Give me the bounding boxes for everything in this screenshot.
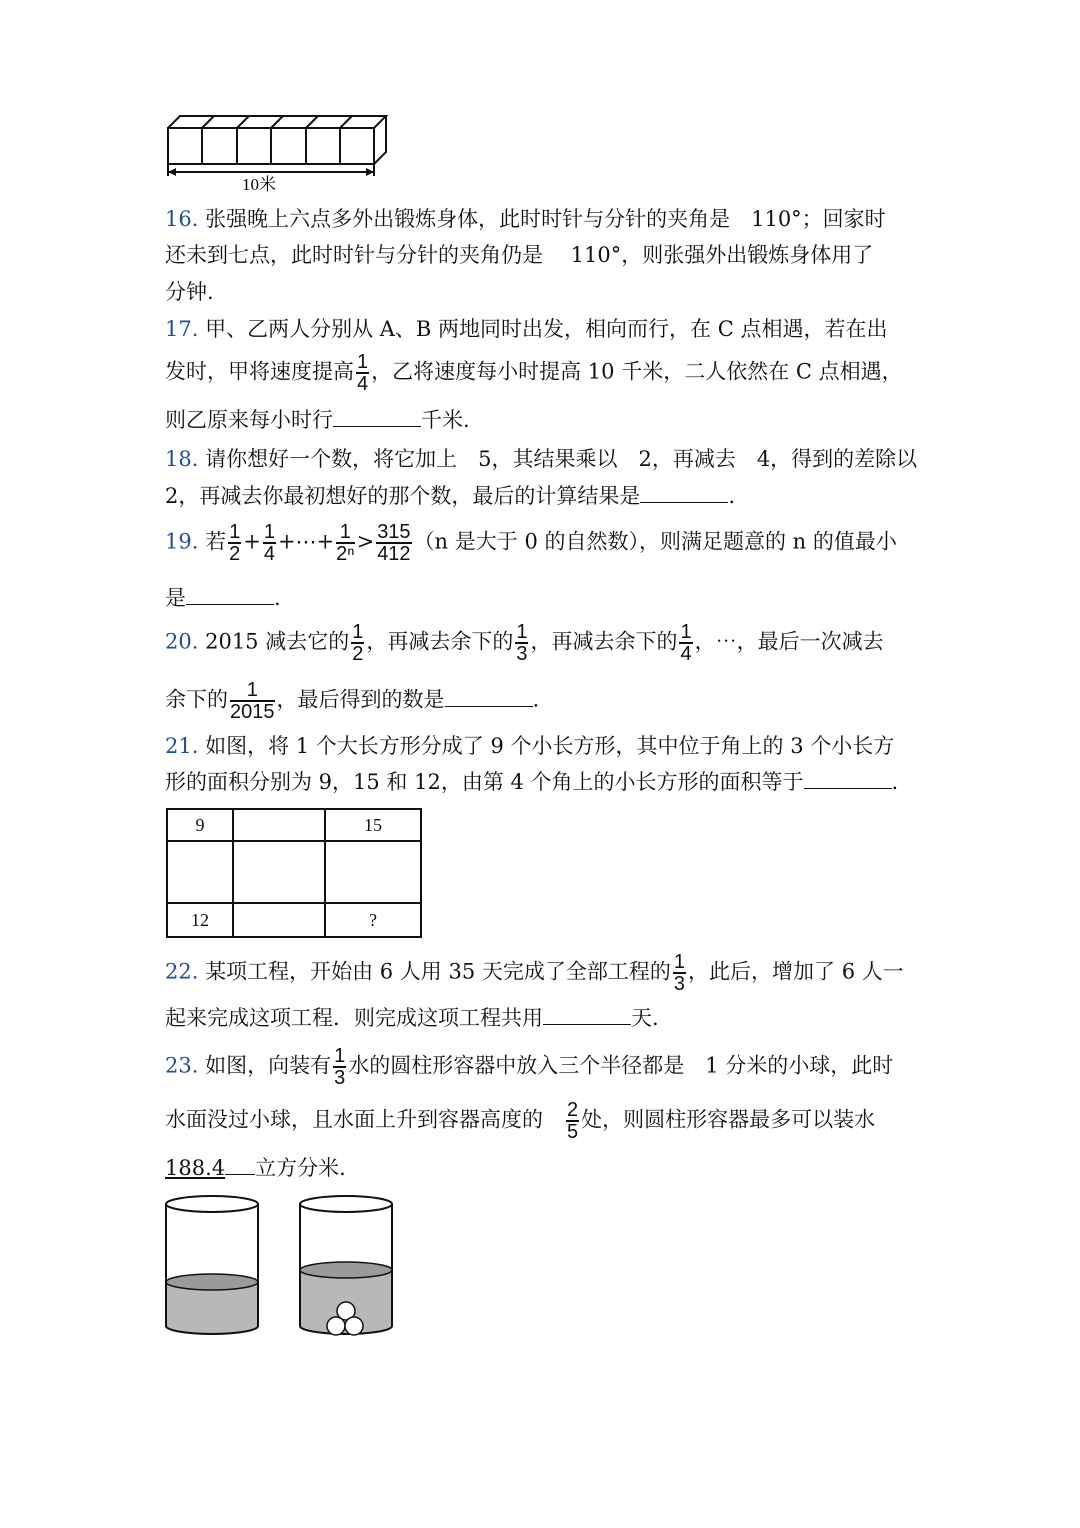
q23-line1: 23. 如图，向装有 $\frac{1}{3}$ 水的圆柱形容器中放入三个半径都是 1 分米的小球，此时 <box>165 1045 894 1089</box>
q16-line2: 还未到七点，此时时针与分针的夹角仍是 110°，则张强外出锻炼身体用了 <box>165 243 874 267</box>
q18-line2: 2，再减去你最初想好的那个数，最后的计算结果是 . <box>165 484 736 508</box>
answer-blank <box>804 770 892 789</box>
q21-line2: 形的面积分别为 9，15 和 12，由第 4 个角上的小长方形的面积等于 . <box>165 770 899 794</box>
q19-line2: 是 . <box>165 586 281 610</box>
answer-blank <box>543 1006 631 1025</box>
q19-line1: 19. 若 $\frac{1}{2}$ + $\frac{1}{4}$ +⋯+ $\frac{1}{\text{2ⁿ}}$ > $\frac{315}{412}$ （n 是大于 0 的自然数），则满足题意的 n 的值最小 <box>165 521 897 565</box>
fraction: $\frac{1}{4}$ <box>357 351 369 395</box>
answer-blank <box>333 408 421 427</box>
answer-value: 188.4 <box>165 1156 226 1180</box>
rectangle-grid <box>166 808 422 938</box>
q17-line3: 则乙原来每小时行 千米. <box>165 408 470 432</box>
q22-line1: 22. 某项工程，开始由 6 人用 35 天完成了全部工程的 $\frac{1}{3}$ ，此后，增加了 6 人一 <box>165 951 904 995</box>
q16-number: 16. <box>165 207 199 231</box>
cube-row-figure <box>160 110 400 195</box>
q23-line3: 188.4 立方分米. <box>165 1156 346 1180</box>
q17-line2: 发时，甲将速度提高 $\frac{1}{4}$ ，乙将速度每小时提高 10 千米，二人依然在 C 点相遇， <box>165 351 903 395</box>
answer-blank <box>640 484 728 503</box>
q16-line3: 分钟. <box>165 280 214 304</box>
q22-line2: 起来完成这项工程．则完成这项工程共用 天. <box>165 1006 659 1030</box>
cell-top-left: 9 <box>167 809 233 841</box>
q17-line1: 17. 甲、乙两人分别从 A、B 两地同时出发，相向而行，在 C 点相遇，若在出 <box>165 317 888 341</box>
q16-line1: 16. 张强晚上六点多外出锻炼身体，此时时针与分针的夹角是 110°；回家时 <box>165 207 886 231</box>
cell-bottom-right: ? <box>325 903 421 937</box>
cylinder-right <box>300 1196 392 1335</box>
q20-line1: 20. 2015 减去它的 $\frac{1}{2}$ ，再减去余下的 $\frac{1}{3}$ ，再减去余下的 $\frac{1}{4}$ ，⋯，最后一次减去 <box>165 621 884 665</box>
cylinder-left <box>166 1196 258 1334</box>
q20-line2: 余下的 $\frac{1}{2015}$ ，最后得到的数是 . <box>165 679 540 723</box>
cell-top-right: 15 <box>325 809 421 841</box>
cylinders-figure <box>160 1190 410 1340</box>
q23-line2: 水面没过小球，且水面上升到容器高度的 $\frac{2}{5}$ 处，则圆柱形容器最多可以装水 <box>165 1099 876 1143</box>
cell-bottom-left: 12 <box>167 903 233 937</box>
q21-line1: 21. 如图，将 1 个大长方形分成了 9 个小长方形，其中位于角上的 3 个小长方 <box>165 734 895 758</box>
answer-blank <box>186 586 274 605</box>
length-label: 10米 <box>242 175 276 194</box>
answer-blank <box>445 688 533 707</box>
q18-line1: 18. 请你想好一个数，将它加上 5，其结果乘以 2，再减去 4，得到的差除以 <box>165 447 918 471</box>
